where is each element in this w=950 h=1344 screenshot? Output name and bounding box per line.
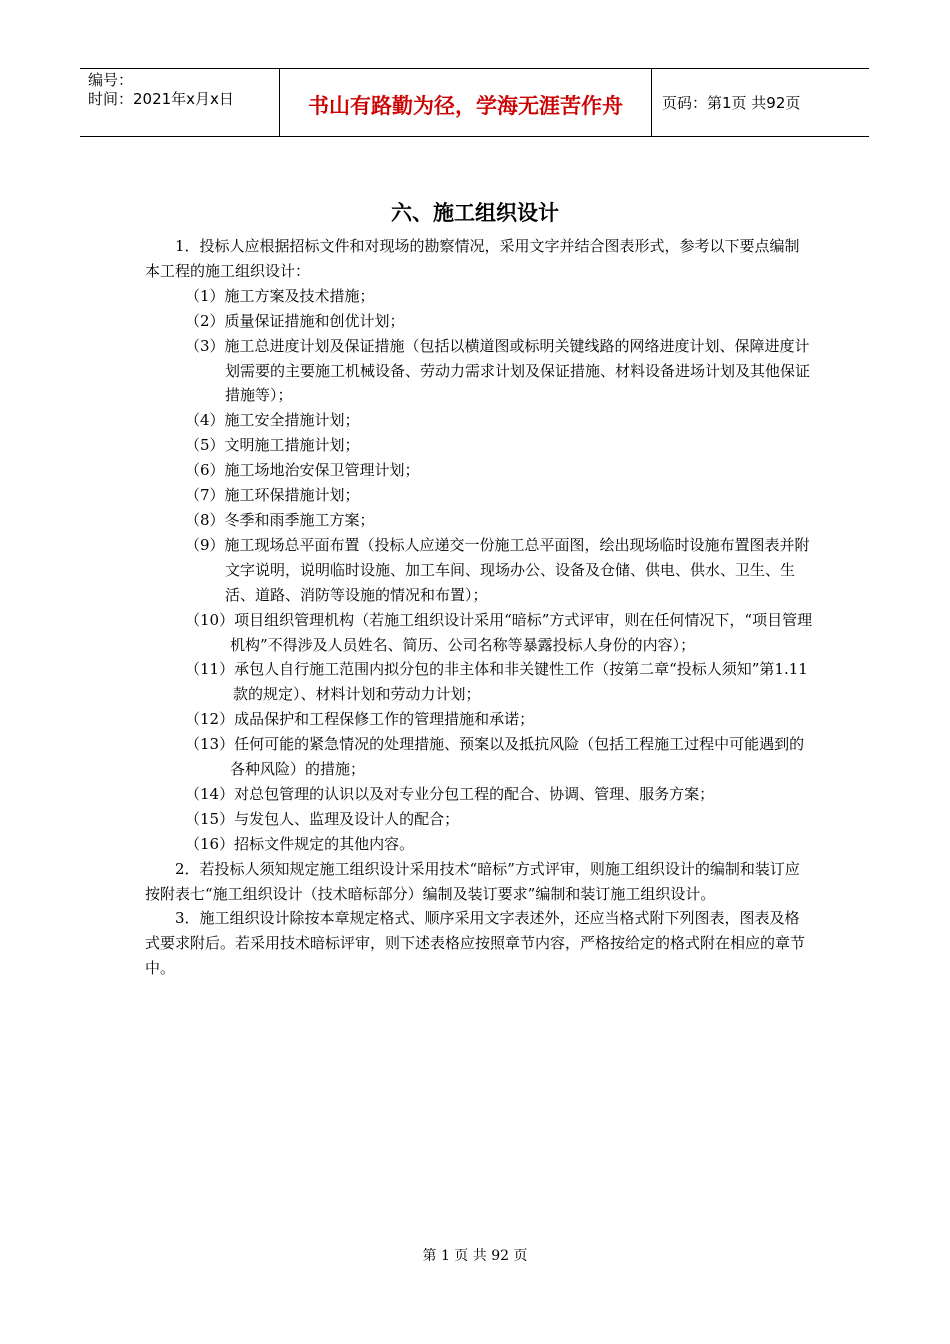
- number-label: 编号：: [88, 71, 134, 89]
- list-item: （9）施工现场总平面布置（投标人应递交一份施工总平面图，绘出现场临时设施布置图表并附文字说明，说明临时设施、加工车间、现场办公、设备及仓储、供电、供水、卫生、生活、道路、消防等设施的情况和布置）；: [185, 535, 810, 604]
- list-item: （11）承包人自行施工范围内拟分包的非主体和非关键性工作（按第二章“投标人须知”第1.11款的规定）、材料计划和劳动力计划；: [185, 660, 808, 704]
- list-item: （5）文明施工措施计划；: [185, 436, 360, 455]
- list-item: （16）招标文件规定的其他内容。: [185, 834, 415, 853]
- list-item: （8）冬季和雨季施工方案；: [185, 510, 375, 529]
- list-item: （10）项目组织管理机构（若施工组织设计采用“暗标”方式评审，则在任何情况下，“项目管理机构”不得涉及人员姓名、简历、公司名称等暴露投标人身份的内容）；: [185, 610, 813, 654]
- list-item: （4）施工安全措施计划；: [185, 411, 360, 430]
- paragraph-2: 2．若投标人须知规定施工组织设计采用技术“暗标”方式评审，则施工组织设计的编制和装订应按附表七“施工组织设计（技术暗标部分）编制及装订要求”编制和装订施工组织设计。: [145, 859, 800, 903]
- header-page-info: 页码：第1页 共92页: [662, 94, 801, 112]
- list-item: （12）成品保护和工程保修工作的管理措施和承诺；: [185, 710, 535, 729]
- document-body: [145, 234, 813, 981]
- paragraph-1: 1．投标人应根据招标文件和对现场的勘察情况，采用文字并结合图表形式，参考以下要点编制本工程的施工组织设计：: [145, 237, 800, 280]
- time-label: 时间：2021年x月x日: [88, 90, 234, 108]
- header-motto: 书山有路勤为径，学海无涯苦作舟: [280, 69, 652, 136]
- list-item: （6）施工场地治安保卫管理计划；: [185, 461, 420, 480]
- list-item: （1）施工方案及技术措施；: [185, 286, 375, 305]
- list-item: （15）与发包人、监理及设计人的配合；: [185, 809, 460, 828]
- list-item: （7）施工环保措施计划；: [185, 486, 360, 505]
- list-item: （14）对总包管理的认识以及对专业分包工程的配合、协调、管理、服务方案；: [185, 784, 715, 803]
- list-item: （2）质量保证措施和创优计划；: [185, 311, 405, 330]
- list-item: （13）任何可能的紧急情况的处理措施、预案以及抵抗风险（包括工程施工过程中可能遇到的各种风险）的措施；: [185, 735, 805, 779]
- paragraph-3: 3．施工组织设计除按本章规定格式、顺序采用文字表述外，还应当格式附下列图表，图表及格式要求附后。若采用技术暗标评审，则下述表格应按照章节内容，严格按给定的格式附在相应的章节中。: [145, 909, 806, 978]
- header-meta: [80, 69, 280, 136]
- page-header: [80, 68, 869, 137]
- page-footer: 第 1 页 共 92 页: [422, 1248, 528, 1264]
- list-item: （3）施工总进度计划及保证措施（包括以横道图或标明关键线路的网络进度计划、保障进度计划需要的主要施工机械设备、劳动力需求计划及保证措施、材料设备进场计划及其他保证措施等）；: [185, 336, 811, 405]
- section-title: 六、施工组织设计: [391, 201, 559, 225]
